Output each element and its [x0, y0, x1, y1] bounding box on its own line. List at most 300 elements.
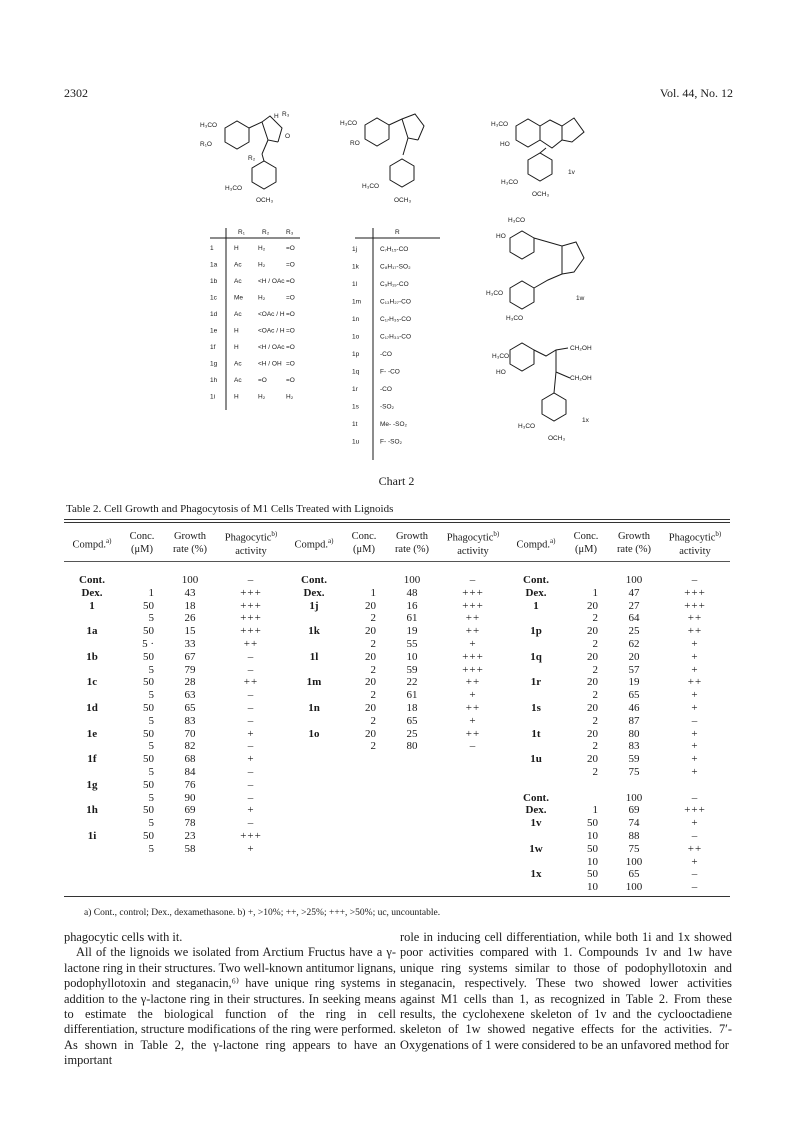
growth-cell: 100	[625, 791, 643, 804]
conc-cell: 20	[587, 625, 598, 638]
activity-cell: –	[247, 765, 255, 778]
compound-cell: Cont.	[79, 574, 105, 586]
compound-cell: 1e	[86, 727, 98, 740]
table-row	[64, 651, 286, 664]
table-row	[64, 779, 286, 792]
table-footnote: a) Cont., control; Dex., dexamethasone. b) +, >10%; ++, >25%; +++, >50%; uc, uncountable.	[84, 908, 441, 918]
conc-header: Conc.	[573, 531, 599, 542]
substituent-value: -SO₂	[380, 403, 395, 411]
table-row	[286, 612, 508, 625]
conc-cell: 20	[587, 676, 598, 689]
conc-cell: 20	[365, 650, 376, 663]
activity-cell: +++	[240, 599, 262, 612]
table-row	[508, 753, 730, 766]
compound-cell	[64, 843, 120, 856]
compound-cell	[64, 792, 120, 805]
substituent-value: Ac	[234, 377, 242, 384]
growth-cell: 61	[406, 689, 418, 702]
compound-cell	[508, 740, 564, 753]
conc-cell: 50	[143, 599, 154, 612]
activity-cell: +	[691, 701, 699, 714]
growth-cell: 59	[406, 663, 418, 676]
table-row	[286, 600, 508, 613]
phago-unit: activity	[457, 545, 489, 557]
growth-cell: 47	[628, 586, 640, 599]
conc-cell: 10	[587, 829, 598, 842]
label-h3co: H₃CO	[518, 423, 536, 430]
table-row	[64, 676, 286, 689]
growth-cell: 63	[184, 689, 196, 702]
compound-cell	[508, 881, 564, 894]
growth-cell: 69	[628, 804, 640, 817]
phago-header: Phagocytic	[446, 532, 494, 544]
substituent-value: C₁₃H₂₇-CO	[380, 298, 411, 306]
growth-cell: 75	[628, 765, 640, 778]
growth-unit: rate (%)	[172, 544, 208, 555]
growth-cell: 28	[184, 676, 196, 689]
volume-issue: Vol. 44, No. 12	[659, 86, 733, 100]
substituent-value: =O	[286, 377, 295, 384]
substituent-value: <H / OAc	[258, 278, 285, 285]
compound-cell: 1v	[530, 817, 542, 830]
growth-cell: 67	[184, 650, 196, 663]
growth-cell: 65	[406, 714, 418, 727]
table-row	[508, 792, 730, 805]
table-row	[64, 753, 286, 766]
table-row	[64, 728, 286, 741]
compound-id: 1j	[352, 246, 358, 253]
growth-cell: 18	[184, 599, 196, 612]
conc-cell: 20	[365, 625, 376, 638]
growth-unit: rate (%)	[616, 544, 652, 555]
substituent-value: =O	[286, 294, 295, 302]
growth-cell: 83	[628, 740, 640, 753]
label-ch2oh: CH₂OH	[570, 375, 592, 382]
label-r1o: R₁O	[200, 141, 212, 148]
conc-cell: 2	[370, 663, 376, 676]
activity-cell: –	[691, 714, 699, 727]
activity-cell: +	[247, 804, 255, 817]
conc-cell: 1	[592, 586, 598, 599]
substituent-value: H₂	[258, 393, 266, 401]
conc-cell: 5	[148, 791, 154, 804]
conc-header: Conc.	[129, 531, 155, 542]
growth-cell: 75	[628, 842, 640, 855]
activity-cell: ++	[465, 727, 481, 740]
substituent-value: H	[234, 344, 239, 351]
conc-cell: 50	[143, 753, 154, 766]
compound-id: 1q	[352, 368, 360, 376]
substituent-value: Ac	[234, 311, 242, 318]
conc-cell: 5	[148, 817, 154, 830]
paragraph: All of the lignoids we isolated from Arctium Fructus have a γ-lactone ring in their structures. Two well-known antitumor lignans, podophyllotoxin and steganacin,⁶⁾ have unique ring systems in addition to the γ-lactone ring in their structures. In seeking means to estimate the biological function of the ring in cell differentiation, structure modifications of the ring were performed. As shown in Table 2, the γ-lactone ring appears to have an important	[64, 945, 397, 1068]
conc-cell: 20	[587, 650, 598, 663]
compound-id: 1w	[576, 295, 585, 302]
table-caption: Table 2. Cell Growth and Phagocytosis of M1 Cells Treated with Lignoids	[66, 503, 394, 515]
growth-cell: 48	[406, 586, 418, 599]
substituent-table-1	[210, 229, 295, 401]
activity-cell: –	[691, 791, 699, 804]
label-och3: OCH₃	[548, 435, 566, 442]
label-h3co: H₃CO	[492, 353, 510, 360]
compound-cell	[286, 638, 342, 651]
substituent-value: Me	[234, 294, 244, 302]
table-row	[286, 651, 508, 664]
label-h3co: H₃CO	[506, 315, 524, 322]
activity-cell: –	[247, 778, 255, 791]
activity-cell: +++	[462, 586, 484, 599]
growth-cell: 62	[628, 637, 640, 650]
activity-cell: +++	[240, 829, 262, 842]
substituent-value: Ac	[234, 261, 242, 269]
table-row	[508, 881, 730, 894]
substituent-value: =O	[286, 261, 295, 269]
label-ho: HO	[496, 233, 506, 240]
substituent-header: R₁	[238, 229, 245, 236]
label-h3co: H₃CO	[200, 122, 218, 129]
activity-cell: +	[691, 650, 699, 663]
compound-id: 1	[210, 245, 214, 252]
substituent-value: =O	[286, 245, 295, 252]
compound-cell	[64, 689, 120, 702]
compound-cell: 1f	[87, 753, 97, 766]
label-h3co: H₃CO	[362, 183, 380, 190]
conc-cell	[120, 574, 164, 587]
compound-cell: 1q	[530, 650, 542, 663]
growth-cell: 90	[184, 791, 196, 804]
substituent-value: =O	[258, 377, 267, 384]
compound-cell	[64, 638, 120, 651]
label-och3: OCH₃	[394, 197, 412, 204]
conc-cell: 2	[592, 714, 598, 727]
phago-unit: activity	[235, 545, 267, 557]
growth-cell: 83	[184, 714, 196, 727]
conc-cell: 50	[143, 778, 154, 791]
substituent-value: =O	[286, 278, 295, 285]
phago-unit: activity	[679, 545, 711, 557]
conc-cell: 50	[143, 701, 154, 714]
activity-cell: –	[691, 829, 699, 842]
substituent-value: H₂	[286, 393, 294, 401]
conc-unit: (μM)	[353, 544, 375, 555]
growth-cell: 78	[184, 817, 196, 830]
compound-id: 1k	[352, 263, 359, 271]
compound-cell: Cont.	[523, 574, 549, 586]
growth-cell: 33	[184, 637, 196, 650]
conc-cell: 20	[587, 599, 598, 612]
table-row	[508, 625, 730, 638]
conc-cell: 50	[143, 804, 154, 817]
growth-cell: 20	[628, 650, 640, 663]
substituent-value: =O	[286, 360, 295, 368]
activity-cell: ++	[465, 625, 481, 638]
conc-cell: 1	[592, 804, 598, 817]
compound-id: 1h	[210, 377, 218, 384]
table-row	[508, 856, 730, 869]
activity-cell: –	[247, 574, 255, 586]
compound-cell: 1o	[308, 727, 320, 740]
activity-cell: +	[691, 740, 699, 753]
substituent-value: <OAc / H	[258, 327, 285, 335]
substituent-value: C₉H₁₉-CO	[380, 281, 409, 288]
substituent-value: -CO	[380, 351, 392, 358]
compound-id: 1o	[352, 333, 360, 341]
compound-cell	[64, 740, 120, 753]
table-row	[64, 715, 286, 728]
compound-cell	[508, 830, 564, 843]
table-row	[64, 587, 286, 600]
table-row	[508, 689, 730, 702]
compound-cell: Cont.	[301, 574, 327, 586]
substituent-value: C₁₇H₃₅-CO	[380, 316, 411, 323]
activity-cell: +++	[462, 650, 484, 663]
compound-cell: Dex.	[303, 586, 325, 599]
conc-cell: 2	[592, 612, 598, 625]
compd-header: Compd.	[72, 539, 107, 551]
footnote-mark: a)	[328, 536, 334, 545]
table-row	[286, 728, 508, 741]
conc-cell: 10	[587, 855, 598, 868]
table-row	[64, 817, 286, 830]
substituent-value: -CO	[380, 386, 392, 393]
label-och3: OCH₃	[256, 197, 274, 204]
conc-cell: 2	[592, 689, 598, 702]
growth-cell: 65	[184, 701, 196, 714]
growth-cell: 19	[628, 676, 640, 689]
table-row	[508, 587, 730, 600]
table-row	[508, 651, 730, 664]
activity-cell: +	[247, 753, 255, 766]
label-ho: HO	[500, 141, 510, 148]
compound-cell	[64, 715, 120, 728]
compound-id: 1p	[352, 351, 360, 358]
substituent-value: F- -SO₂	[380, 438, 403, 446]
growth-cell: 58	[184, 842, 196, 855]
conc-cell: 5	[148, 740, 154, 753]
conc-cell: 50	[587, 868, 598, 881]
activity-cell: +	[691, 817, 699, 830]
compound-id: 1r	[352, 386, 358, 393]
activity-cell: ++	[243, 676, 259, 689]
activity-cell: +	[691, 765, 699, 778]
substituent-value: Ac	[234, 360, 242, 368]
compound-cell	[64, 817, 120, 830]
table-row	[508, 638, 730, 651]
compound-cell	[508, 856, 564, 869]
growth-cell: 10	[406, 650, 418, 663]
growth-cell: 55	[406, 637, 418, 650]
table-row	[286, 702, 508, 715]
table-row	[508, 843, 730, 856]
activity-cell: –	[247, 740, 255, 753]
footnote-mark: b)	[271, 530, 278, 539]
conc-cell: 2	[370, 612, 376, 625]
substituent-value: Ac	[234, 278, 242, 285]
label-r3: R₃	[282, 111, 290, 118]
conc-cell: 20	[365, 701, 376, 714]
conc-cell: 5	[148, 765, 154, 778]
growth-cell: 23	[184, 829, 196, 842]
substituent-header: R	[395, 229, 400, 236]
table-row	[508, 702, 730, 715]
table-row	[286, 715, 508, 728]
table-row	[286, 574, 508, 587]
growth-cell: 74	[628, 817, 640, 830]
growth-unit: rate (%)	[394, 544, 430, 555]
activity-cell: +	[691, 689, 699, 702]
compound-cell: 1l	[309, 650, 319, 663]
table-block-1	[64, 574, 286, 896]
footnote-mark: b)	[715, 530, 722, 539]
conc-cell: 50	[587, 817, 598, 830]
compound-id: 1x	[582, 417, 589, 424]
compound-cell	[508, 664, 564, 677]
compound-cell	[508, 715, 564, 728]
phago-header: Phagocytic	[224, 532, 272, 544]
table-row	[286, 625, 508, 638]
activity-cell: –	[247, 714, 255, 727]
activity-cell: +	[691, 727, 699, 740]
substituent-value: <OAc / H	[258, 311, 285, 318]
table-row	[508, 728, 730, 741]
compound-id: 1l	[352, 281, 358, 288]
compound-cell: 1p	[530, 625, 542, 638]
compound-id: 1d	[210, 311, 218, 318]
compd-header: Compd.	[516, 539, 551, 551]
conc-cell: 5	[148, 689, 154, 702]
table-row	[64, 804, 286, 817]
substituent-value: Me- -SO₂	[380, 421, 408, 428]
table-header	[64, 525, 730, 562]
table-row	[64, 843, 286, 856]
conc-cell: 50	[143, 625, 154, 638]
compound-cell: 1	[89, 599, 95, 612]
growth-cell: 19	[406, 625, 418, 638]
activity-cell: –	[691, 574, 699, 586]
label-h3co: H₃CO	[501, 179, 519, 186]
table-row	[508, 574, 730, 587]
table-row	[64, 830, 286, 843]
compound-cell: 1c	[86, 676, 98, 689]
growth-cell: 22	[406, 676, 418, 689]
activity-cell: +	[247, 727, 255, 740]
table-row	[64, 574, 286, 587]
compound-id: 1t	[352, 421, 358, 428]
compound-cell	[508, 779, 564, 792]
growth-cell: 100	[625, 881, 643, 894]
compound-cell: 1d	[86, 701, 98, 714]
activity-cell: –	[247, 663, 255, 676]
compound-id: 1b	[210, 278, 218, 285]
growth-cell: 80	[406, 740, 418, 753]
activity-cell: –	[469, 740, 477, 753]
compound-cell: 1h	[86, 804, 98, 817]
table-row	[508, 804, 730, 817]
conc-unit: (μM)	[131, 544, 153, 555]
growth-cell: 68	[184, 753, 196, 766]
label-ch2oh: CH₂OH	[570, 345, 592, 352]
compound-cell: 1a	[86, 625, 98, 638]
activity-cell: +++	[462, 663, 484, 676]
growth-cell: 26	[184, 612, 196, 625]
table-body	[64, 562, 730, 897]
page-number: 2302	[64, 86, 88, 100]
activity-cell: ++	[687, 612, 703, 625]
table-row	[286, 740, 508, 753]
table-row	[64, 792, 286, 805]
conc-cell: 20	[587, 727, 598, 740]
growth-cell: 25	[406, 727, 418, 740]
compound-cell: 1n	[308, 701, 320, 714]
conc-cell: 5 ·	[142, 637, 154, 650]
substituent-value: <H / OH	[258, 360, 282, 368]
activity-cell: +	[247, 842, 255, 855]
compound-cell	[508, 612, 564, 625]
compound-cell: 1r	[530, 676, 542, 689]
table-row	[508, 715, 730, 728]
growth-cell: 100	[625, 855, 643, 868]
conc-cell: 20	[365, 727, 376, 740]
table-block-3	[508, 574, 730, 896]
compound-cell: 1u	[530, 753, 542, 766]
compound-cell: 1	[533, 599, 539, 612]
table-row	[508, 779, 730, 792]
substituent-table-2	[352, 229, 411, 446]
substituent-header: R₂	[262, 229, 270, 236]
compound-id: 1u	[352, 438, 360, 446]
label-h: H	[274, 113, 279, 120]
table-row	[64, 702, 286, 715]
table-row	[286, 638, 508, 651]
compound-cell	[286, 664, 342, 677]
growth-cell: 59	[628, 753, 640, 766]
activity-cell: –	[247, 701, 255, 714]
compound-id: 1s	[352, 403, 359, 411]
table-row	[64, 689, 286, 702]
growth-cell: 61	[406, 612, 418, 625]
activity-cell: –	[691, 881, 699, 894]
growth-cell: 64	[628, 612, 640, 625]
activity-cell: +++	[684, 804, 706, 817]
growth-cell: 79	[184, 663, 196, 676]
compound-cell: 1i	[87, 829, 97, 842]
activity-cell: ++	[465, 676, 481, 689]
growth-cell: 25	[628, 625, 640, 638]
table-row	[508, 830, 730, 843]
table-row	[508, 676, 730, 689]
substituent-value: C₈H₁₇-SO₂	[380, 263, 411, 271]
label-h3co: H₃CO	[491, 121, 509, 128]
growth-cell: 27	[628, 599, 640, 612]
activity-cell: –	[247, 817, 255, 830]
growth-cell: 46	[628, 701, 640, 714]
activity-cell: ++	[687, 676, 703, 689]
activity-cell: –	[247, 689, 255, 702]
activity-cell: +	[691, 855, 699, 868]
growth-cell: 70	[184, 727, 196, 740]
growth-cell: 15	[184, 625, 196, 638]
activity-cell: –	[691, 868, 699, 881]
paragraph: role in inducing cell differentiation, while both 1i and 1x showed poor activities compared with 1. Compounds 1v and 1w have unique ring systems similar to those of podophyllotoxin and steganacin, respectively. These two showed lower activities against M1 cells than 1, as recognized in Table 2. From these results, the cyclohexene skeleton of 1v and the cyclooctadiene skeleton of 1w showed negative effects for the activities. 7′-Oxygenations of 1 were considered to be an unfavored method for	[400, 930, 732, 1052]
conc-cell: 2	[592, 663, 598, 676]
activity-cell: ++	[687, 842, 703, 855]
footnote-mark: a)	[106, 536, 112, 545]
compound-id: 1g	[210, 360, 218, 368]
conc-cell	[342, 574, 386, 587]
activity-cell: ++	[465, 612, 481, 625]
growth-header: Growth	[617, 531, 651, 542]
compound-cell	[508, 689, 564, 702]
